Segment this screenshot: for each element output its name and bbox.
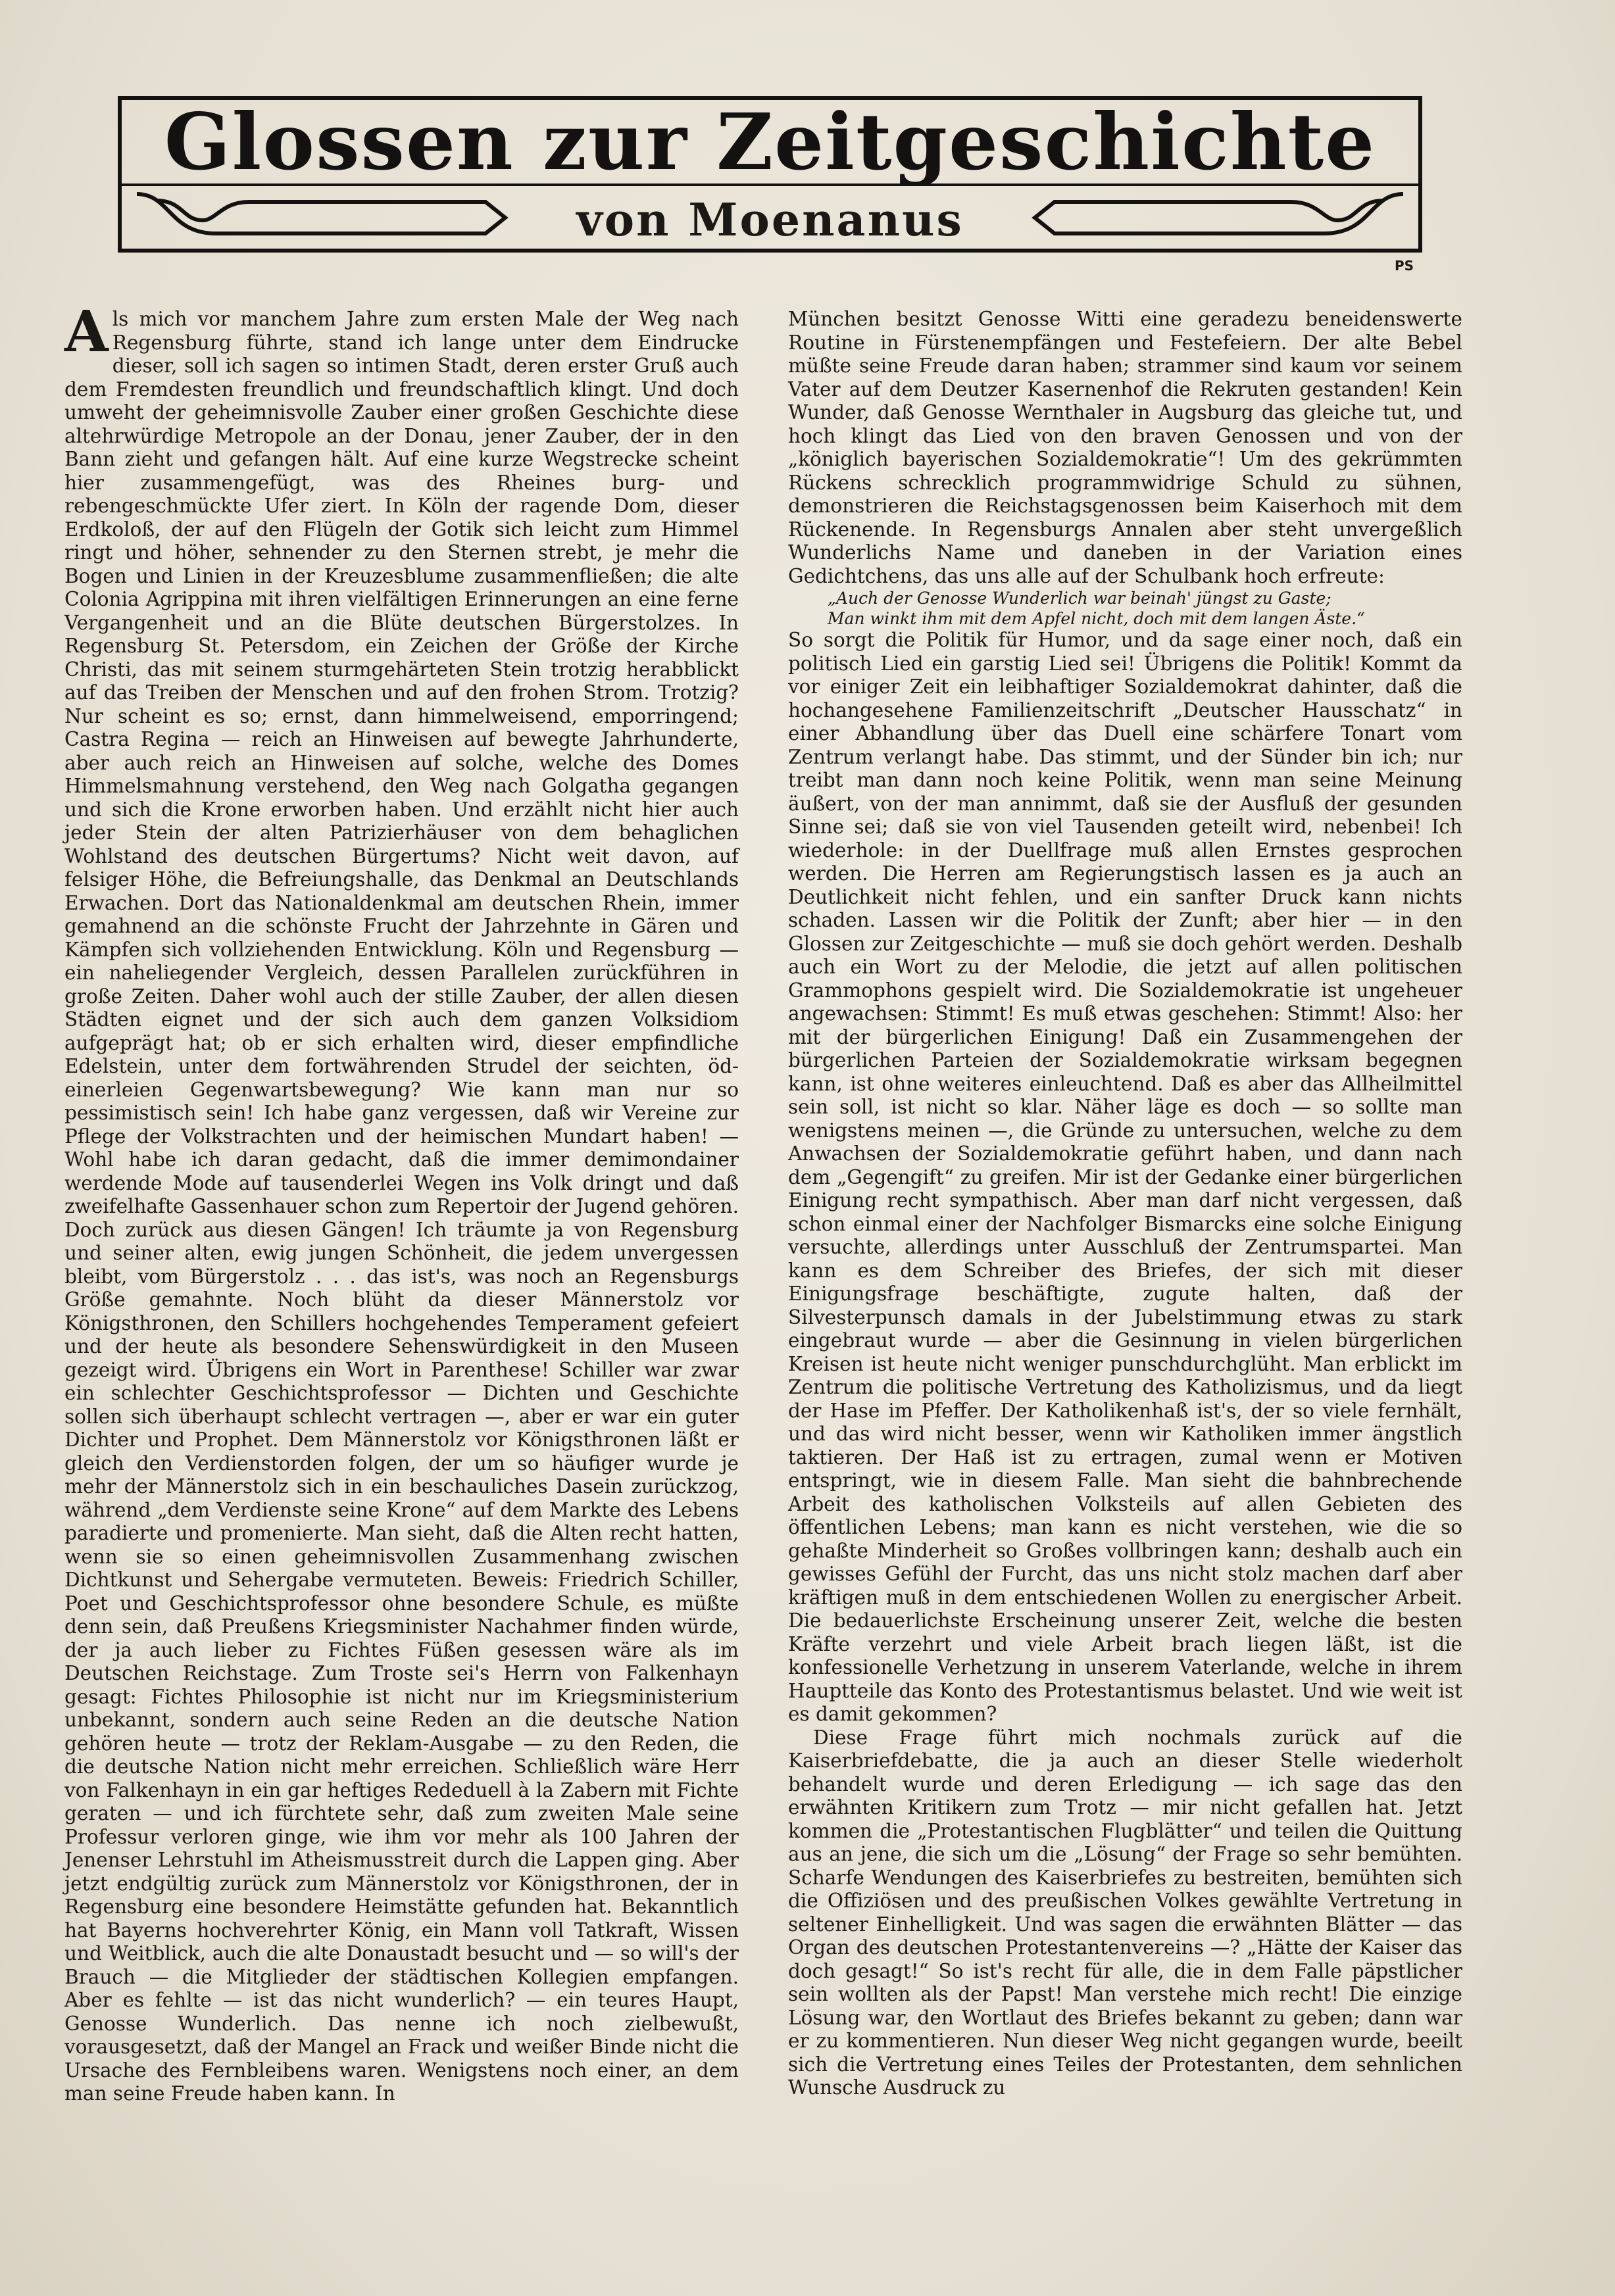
article-right-column bbox=[788, 308, 1462, 2100]
verse-quote-line: „Auch der Genosse Wunderlich war beinah' jüngst zu Gaste; bbox=[828, 589, 1331, 608]
article-paragraph: Diese Frage führt mich nochmals zurück auf die Kaiserbriefdebatte, die ja auch an dieser Stelle wiederholt behandelt wurde und deren Erledigung — ich sage das den erwähnten Kritikern zum Trotz — mir nicht gefallen hat. Jetzt kommen die „Protestantischen Flugblätter“ und teilen die Quittung aus an jene, die sich um die „Lösung“ der Frage so sehr bemühten. Scharfe Wendungen des Kaiserbriefes zu bestreiten, bemühten sich die Offiziösen und des preußischen Volkes gewählte Vertretung in seltener Einhelligkeit. Und was sagen die erwähnten Blätter — das Organ des deutschen Protestantenvereins —? „Hätte der Kaiser das doch gesagt!“ So ist's recht für alle, die in dem Falle päpstlicher sein wollten als der Papst! Man verstehe mich recht! Die einzige Lösung war, den Wortlaut des Briefes bekannt zu geben; dann war er zu kommentieren. Nun dieser Weg nicht gegangen wurde, beeilt sich die Vertretung eines Teiles der Protestanten, dem sehnlichen Wunsche Ausdruck zu bbox=[788, 1726, 1462, 2099]
page-title: Glossen zur Zeitgeschichte bbox=[164, 96, 1376, 187]
drop-cap: A bbox=[64, 299, 109, 365]
article-paragraph: So sorgt die Politik für Humor, und da sage einer noch, daß ein politisch Lied ein garstig Lied sei! Übrigens die Politik! Kommt da vor einiger Zeit ein leibhaftiger Sozialdemokrat dahinter, daß die hochangesehene Familienzeitschrift „Deutscher Hausschatz“ in einer Abhandlung über das Duell eine schärfere Tonart vom Zentrum verlangt habe. Das stimmt, und der Sünder bin ich; nur treibt man dann noch keine Politik, wenn man seine Meinung äußert, von der man annimmt, daß sie der Ausfluß der gesunden Sinne sei; daß sie von viel Tausenden geteilt wird, nebenbei! Ich wiederhole: in der Duellfrage muß allen Ernstes gesprochen werden. Die Herren am Regierungstisch lassen es ja auch an Deutlichkeit nicht fehlen, und ein sanfter Druck kann nichts schaden. Lassen wir die Politik der Zunft; aber hier — in den Glossen zur Zeitgeschichte — muß sie doch gehört werden. Deshalb auch ein Wort zu der Melodie, die jetzt auf allen politischen Grammophons gespielt wird. Die Sozialdemokratie ist ungeheuer angewachsen: Stimmt! Es muß etwas geschehen: Stimmt! Also: her mit der bürgerlichen Einigung! Daß ein Zusammengehen der bürgerlichen Parteien der Sozialdemokratie wirksam begegnen kann, ist ohne weiteres einleuchtend. Daß es aber das Allheilmittel sein soll, ist nicht so klar. Näher läge es doch — so sollte man wenigstens meinen —, die Gründe zu untersuchen, welche zu dem Anwachsen der Sozialdemokratie geführt haben, und dann nach dem „Gegengift“ zu greifen. Mir ist der Gedanke einer bürgerlichen Einigung recht sympathisch. Aber man darf nicht vergessen, daß schon einmal einer der Nachfolger Bismarcks eine solche Einigung versuchte, allerdings unter Ausschluß der Zentrumspartei. Man kann es dem Schreiber des Briefes, der sich mit dieser Einigungsfrage beschäftigte, zugute halten, daß der Silvesterpunsch damals in der Jubelstimmung etwas zu stark eingebraut wurde — aber die Gesinnung in vielen bürgerlichen Kreisen ist heute nicht weniger punschdurchglüht. Man erblickt im Zentrum die politische Vertretung des Katholizismus, und da liegt der Hase im Pfeffer. Der Katholikenhaß ist's, der so viele fernhält, und das wird nicht besser, wenn wir Katholiken immer ängstlich taktieren. Der Haß ist zu ertragen, zumal wenn er Motiven entspringt, wie in diesem Falle. Man sieht die bahnbrechende Arbeit des katholischen Volksteils auf allen Gebieten des öffentlichen Lebens; man kann es nicht verstehen, wie die so gehaßte Minderheit so Großes vollbringen kann; deshalb auch ein gewisses Gefühl der Furcht, das uns nicht stolz machen darf aber kräftigen muß in dem entschiedenen Wollen zu energischer Arbeit. Die bedauerlichste Erscheinung unserer Zeit, welche die besten Kräfte verzehrt und viele Arbeit brach liegen läßt, ist die konfessionelle Verhetzung in unserem Vaterlande, welche in ihrem Hauptteile das Konto des Protestantismus belastet. Und wie weit ist es damit gekommen? bbox=[788, 629, 1462, 1725]
author-byline: von Moenanus bbox=[576, 194, 964, 247]
left-column-text: ls mich vor manchem Jahre zum ersten Male der Weg nach Regensburg führte, stand ich lange unter dem Eindrucke dieser, soll ich sagen so intimen Stadt, deren erster Gruß auch dem Fremdesten freundlich und freundschaftlich klingt. Und doch umweht der geheimnisvolle Zauber einer großen Geschichte diese altehrwürdige Metropole an der Donau, jener Zauber, der in den Bann zieht und gefangen hält. Auf eine kurze Wegstrecke scheint hier zusammengefügt, was des Rheines burg- und rebengeschmückte Ufer ziert. In Köln der ragende Dom, dieser Erdkoloß, der auf den Flügeln der Gotik sich leicht zum Himmel ringt und höher, sehnender zu den Sternen strebt, je mehr die Bogen und Linien in der Kreuzesblume zusammenfließen; die alte Colonia Agrippina mit ihren vielfältigen Erinnerungen an eine ferne Vergangenheit und an die Blüte deutschen Bürgerstolzes. In Regensburg St. Petersdom, ein Zeichen der Größe der Kirche Christi, das mit seinem sturmgehärteten Stein trotzig herabblickt auf das Treiben der Menschen und auf den frohen Strom. Trotzig? Nur scheint es so; ernst, dann himmelweisend, emporringend; Castra Regina — reich an Hinweisen auf bewegte Jahrhunderte, aber auch reich an Hinweisen auf solche, welche des Domes Himmelsmahnung verstehend, den Weg nach Golgatha gegangen und sich die Krone erworben haben. Und erzählt nicht hier auch jeder Stein der alten Patrizierhäuser von dem behaglichen Wohlstand des deutschen Bürgertums? Nicht weit davon, auf felsiger Höhe, die Befreiungshalle, das Denkmal an Deutschlands Erwachen. Dort das Nationaldenkmal am deutschen Rhein, immer gemahnend an die schönste Frucht der Jahrzehnte in Gären und Kämpfen sich vollziehenden Entwicklung. Köln und Regensburg — ein naheliegender Vergleich, dessen Parallelen zurückführen in große Zeiten. Daher wohl auch der stille Zauber, der allen diesen Städten eignet und der sich auch dem ganzen Volksidiom aufgeprägt hat; ob er sich erhalten wird, dieser empfindliche Edelstein, unter dem fortwährenden Strudel der seichten, öd-einerleien Gegenwartsbewegung? Wie kann man nur so pessimistisch sein! Ich habe ganz vergessen, daß wir Vereine zur Pflege der Volkstrachten und der heimischen Mundart haben! — Wohl habe ich daran gedacht, daß die immer demimondainer werdende Mode auf tausenderlei Wegen ins Volk dringt und daß zweifelhafte Gassenhauer schon zum Repertoir der Jugend gehören. Doch zurück aus diesen Gängen! Ich träumte ja von Regensburg und seiner alten, ewig jungen Schönheit, die jedem unvergessen bleibt, vom Bürgerstolz . . . das ist's, was noch an Regensburgs Größe gemahnte. Noch blüht da dieser Männerstolz vor Königsthronen, den Schillers hochgehendes Temperament gefeiert und der heute als besondere Sehenswürdigkeit in den Museen gezeigt wird. Übrigens ein Wort in Parenthese! Schiller war zwar ein schlechter Geschichtsprofessor — Dichten und Geschichte sollen sich überhaupt schlecht vertragen —, aber er war ein guter Dichter und Prophet. Dem Männerstolz vor Königsthronen läßt er gleich den Verdienstorden folgen, der um so häufiger wurde je mehr der Männerstolz sich in ein beschauliches Dasein zurückzog, während „dem Verdienste seine Krone“ auf dem Markte des Lebens paradierte und promenierte. Man sieht, daß die Alten recht hatten, wenn sie so einen geheimnisvollen Zusammenhang zwischen Dichtkunst und Sehergabe vermuteten. Beweis: Friedrich Schiller, Poet und Geschichtsprofessor ohne besondere Schule, es müßte denn sein, daß Preußens Kriegsminister Nachahmer finden würde, der ja auch lieber zu Fichtes Füßen gesessen wäre als im Deutschen Reichstage. Zum Troste sei's Herrn von Falkenhayn gesagt: Fichtes Philosophie ist nicht nur im Kriegsministerium unbekannt, sondern auch seine Reden an die deutsche Nation gehören heute — trotz der Reklam-Ausgabe — zu den Reden, die die deutsche Nation nicht mehr erreichen. Schließlich wäre Herr von Falkenhayn in ein gar heftiges Rededuell à la Zabern mit Fichte geraten — und ich fürchtete sehr, daß zum zweiten Male seine Professur verloren ginge, wie ihm vor mehr als 100 Jahren der Jenenser Lehrstuhl im Atheismusstreit durch die Lappen ging. Aber jetzt endgültig zurück zum Männerstolz vor Königsthronen, der in Regensburg eine besondere Heimstätte gefunden hat. Bekanntlich hat Bayerns hochverehrter König, ein Mann voll Tatkraft, Wissen und Weitblick, auch die alte Donaustadt besucht und — so will's der Brauch — die Mitglieder der städtischen Kollegien empfangen. Aber es fehlte — ist das nicht wunderlich? — ein teures Haupt, Genosse Wunderlich. Das nenne ich noch zielbewußt, vorausgesetzt, daß der Mangel an Frack und weißer Binde nicht die Ursache des Fernbleibens waren. Wenigstens noch einer, an dem man seine Freude haben kann. In bbox=[64, 308, 739, 2105]
article-paragraph: München besitzt Genosse Witti eine geradezu beneidenswerte Routine in Fürstenempfängen und Festefeiern. Der alte Bebel müßte seine Freude daran haben; strammer sind kaum vor seinem Vater auf dem Deutzer Kasernenhof die Rekruten gestanden! Kein Wunder, daß Genosse Wernthaler in Augsburg das gleiche tut, und hoch klingt das Lied von den braven Genossen und von der „königlich bayerischen Sozialdemokratie“! Um des gekrümmten Rückens schrecklich programmwidrige Schuld zu sühnen, demonstrieren die Reichstagsgenossen beim Kaiserhoch mit dem Rückenende. In Regensburgs Annalen aber steht unvergeßlich Wunderlichs Name und daneben in der Variation eines Gedichtchens, das uns alle auf der Schulbank hoch erfreute: bbox=[788, 308, 1462, 587]
title-banner bbox=[117, 95, 1423, 253]
article-paragraph bbox=[64, 299, 739, 2106]
verse-quote-line: Man winkt ihm mit dem Apfel nicht, doch mit dem langen Äste.“ bbox=[828, 609, 1365, 628]
article-left-column bbox=[64, 299, 739, 2106]
illustrator-monogram: PS bbox=[1395, 258, 1414, 274]
